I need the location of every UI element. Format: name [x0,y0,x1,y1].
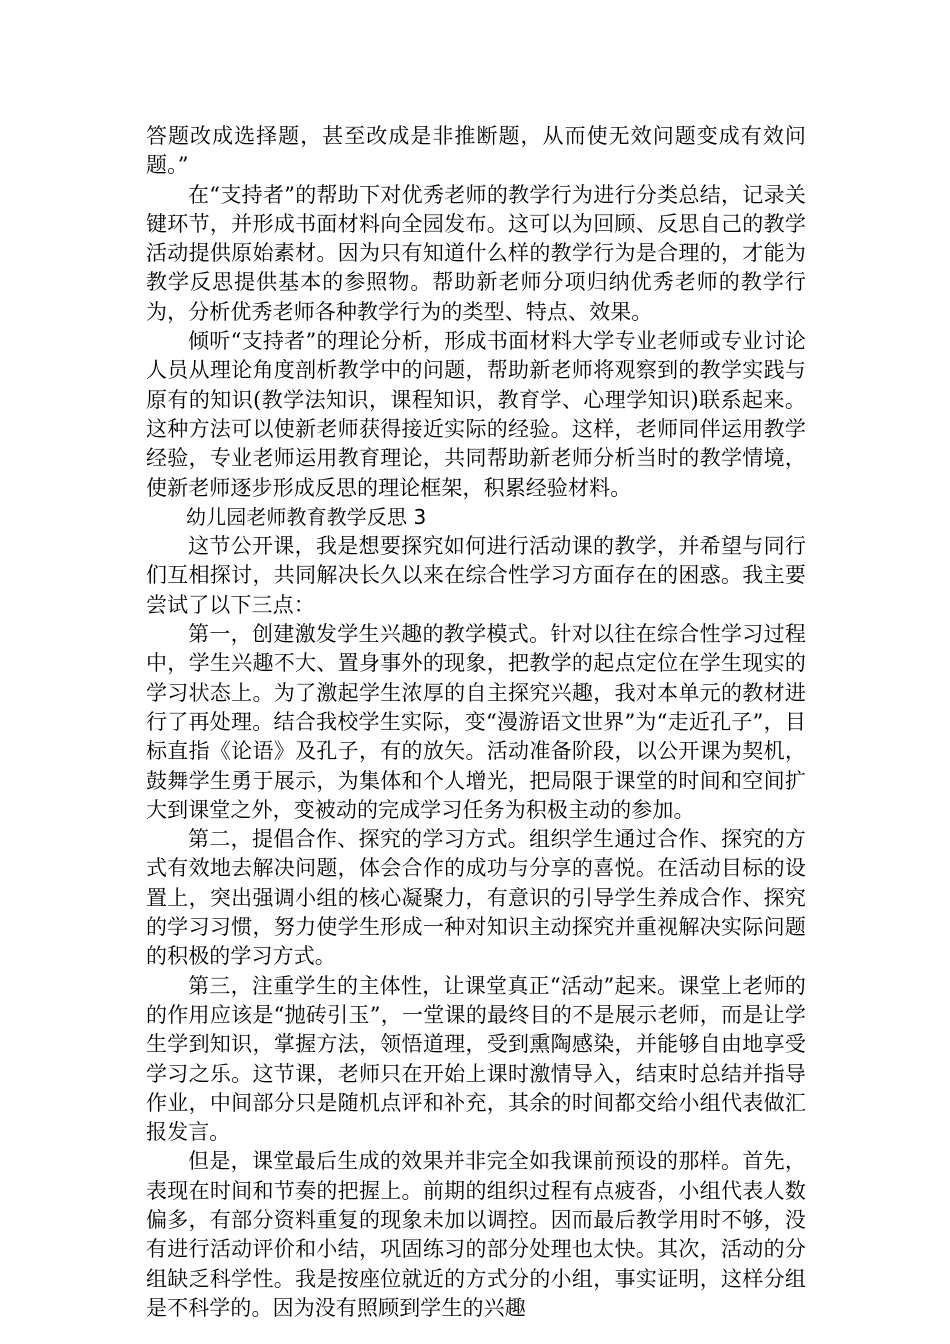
paragraph-reflection: 但是，课堂最后生成的效果并非完全如我课前预设的那样。首先，表现在时间和节奏的把握上。前期的组织过程有点疲沓，小组代表人数偏多，有部分资料重复的现象未加以调控。因而最后教学用时不够，没有进行活动评价和小结，巩固练习的部分处理也太快。其次，活动的分组缺乏科学性。我是按座位就近的方式分的小组，事实证明，这样分组是不科学的。因为没有照顾到学生的兴趣 [146,1149,806,1320]
paragraph-point-one: 第一，创建激发学生兴趣的教学模式。针对以往在综合性学习过程中，学生兴趣不大、置身事外的现象，把教学的起点定位在学生现实的学习状态上。为了激起学生浓厚的自主探究兴趣，我对本单元的教材进行了再处理。结合我校学生实际，变“漫游语文世界”为“走近孔子”，目标直指《论语》及孔子，有的放矢。活动准备阶段，以公开课为契机，鼓舞学生勇于展示，为集体和个人增光，把局限于课堂的时间和空间扩大到课堂之外，变被动的完成学习任务为积极主动的参加。 [146,622,806,822]
paragraph-point-two: 第二，提倡合作、探究的学习方式。组织学生通过合作、探究的方式有效地去解决问题，体会合作的成功与分享的喜悦。在活动目标的设置上，突出强调小组的核心凝聚力，有意识的引导学生养成合作、探究的学习习惯，努力使学生形成一种对知识主动探究并重视解决实际问题的积极的学习方式。 [146,827,806,969]
paragraph-intro: 这节公开课，我是想要探究如何进行活动课的教学，并希望与同行们互相探讨，共同解决长久以来在综合性学习方面存在的困惑。我主要尝试了以下三点： [146,534,806,617]
document-page [146,122,806,1323]
section-title: 幼儿园老师教育教学反思 3 [186,504,427,529]
paragraph-supporter-summary: 在“支持者”的帮助下对优秀老师的教学行为进行分类总结，记录关键环节，并形成书面材料向全园发布。这可以为回顾、反思自己的教学活动提供原始素材。因为只有知道什么样的教学行为是合理的，才能为教学反思提供基本的参照物。帮助新老师分项归纳优秀老师的教学行为，分析优秀老师各种教学行为的类型、特点、效果。 [146,182,806,324]
paragraph-point-three: 第三，注重学生的主体性，让课堂真正“活动”起来。课堂上老师的的作用应该是“抛砖引玉”，一堂课的最终目的不是展示老师，而是让学生学到知识，掌握方法，领悟道理，受到熏陶感染，并能够自由地享受学习之乐。这节课，老师只在开始上课时激情导入，结束时总结并指导作业，中间部分只是随机点评和补充，其余的时间都交给小组代表做汇报发言。 [146,973,806,1145]
paragraph-theory-analysis: 倾听“支持者”的理论分析，形成书面材料大学专业老师或专业讨论人员从理论角度剖析教学中的问题，帮助新老师将观察到的教学实践与原有的知识(教学法知识，课程知识，教育学、心理学知识)联系起来。这种方法可以使新老师获得接近实际的经验。这样，老师同伴运用教学经验，专业老师运用教育理论，共同帮助新老师分析当时的教学情境，使新老师逐步形成反思的理论框架，积累经验材料。 [146,329,806,500]
paragraph-continuation: 答题改成选择题，甚至改成是非推断题，从而使无效问题变成有效问题。” [146,124,806,178]
